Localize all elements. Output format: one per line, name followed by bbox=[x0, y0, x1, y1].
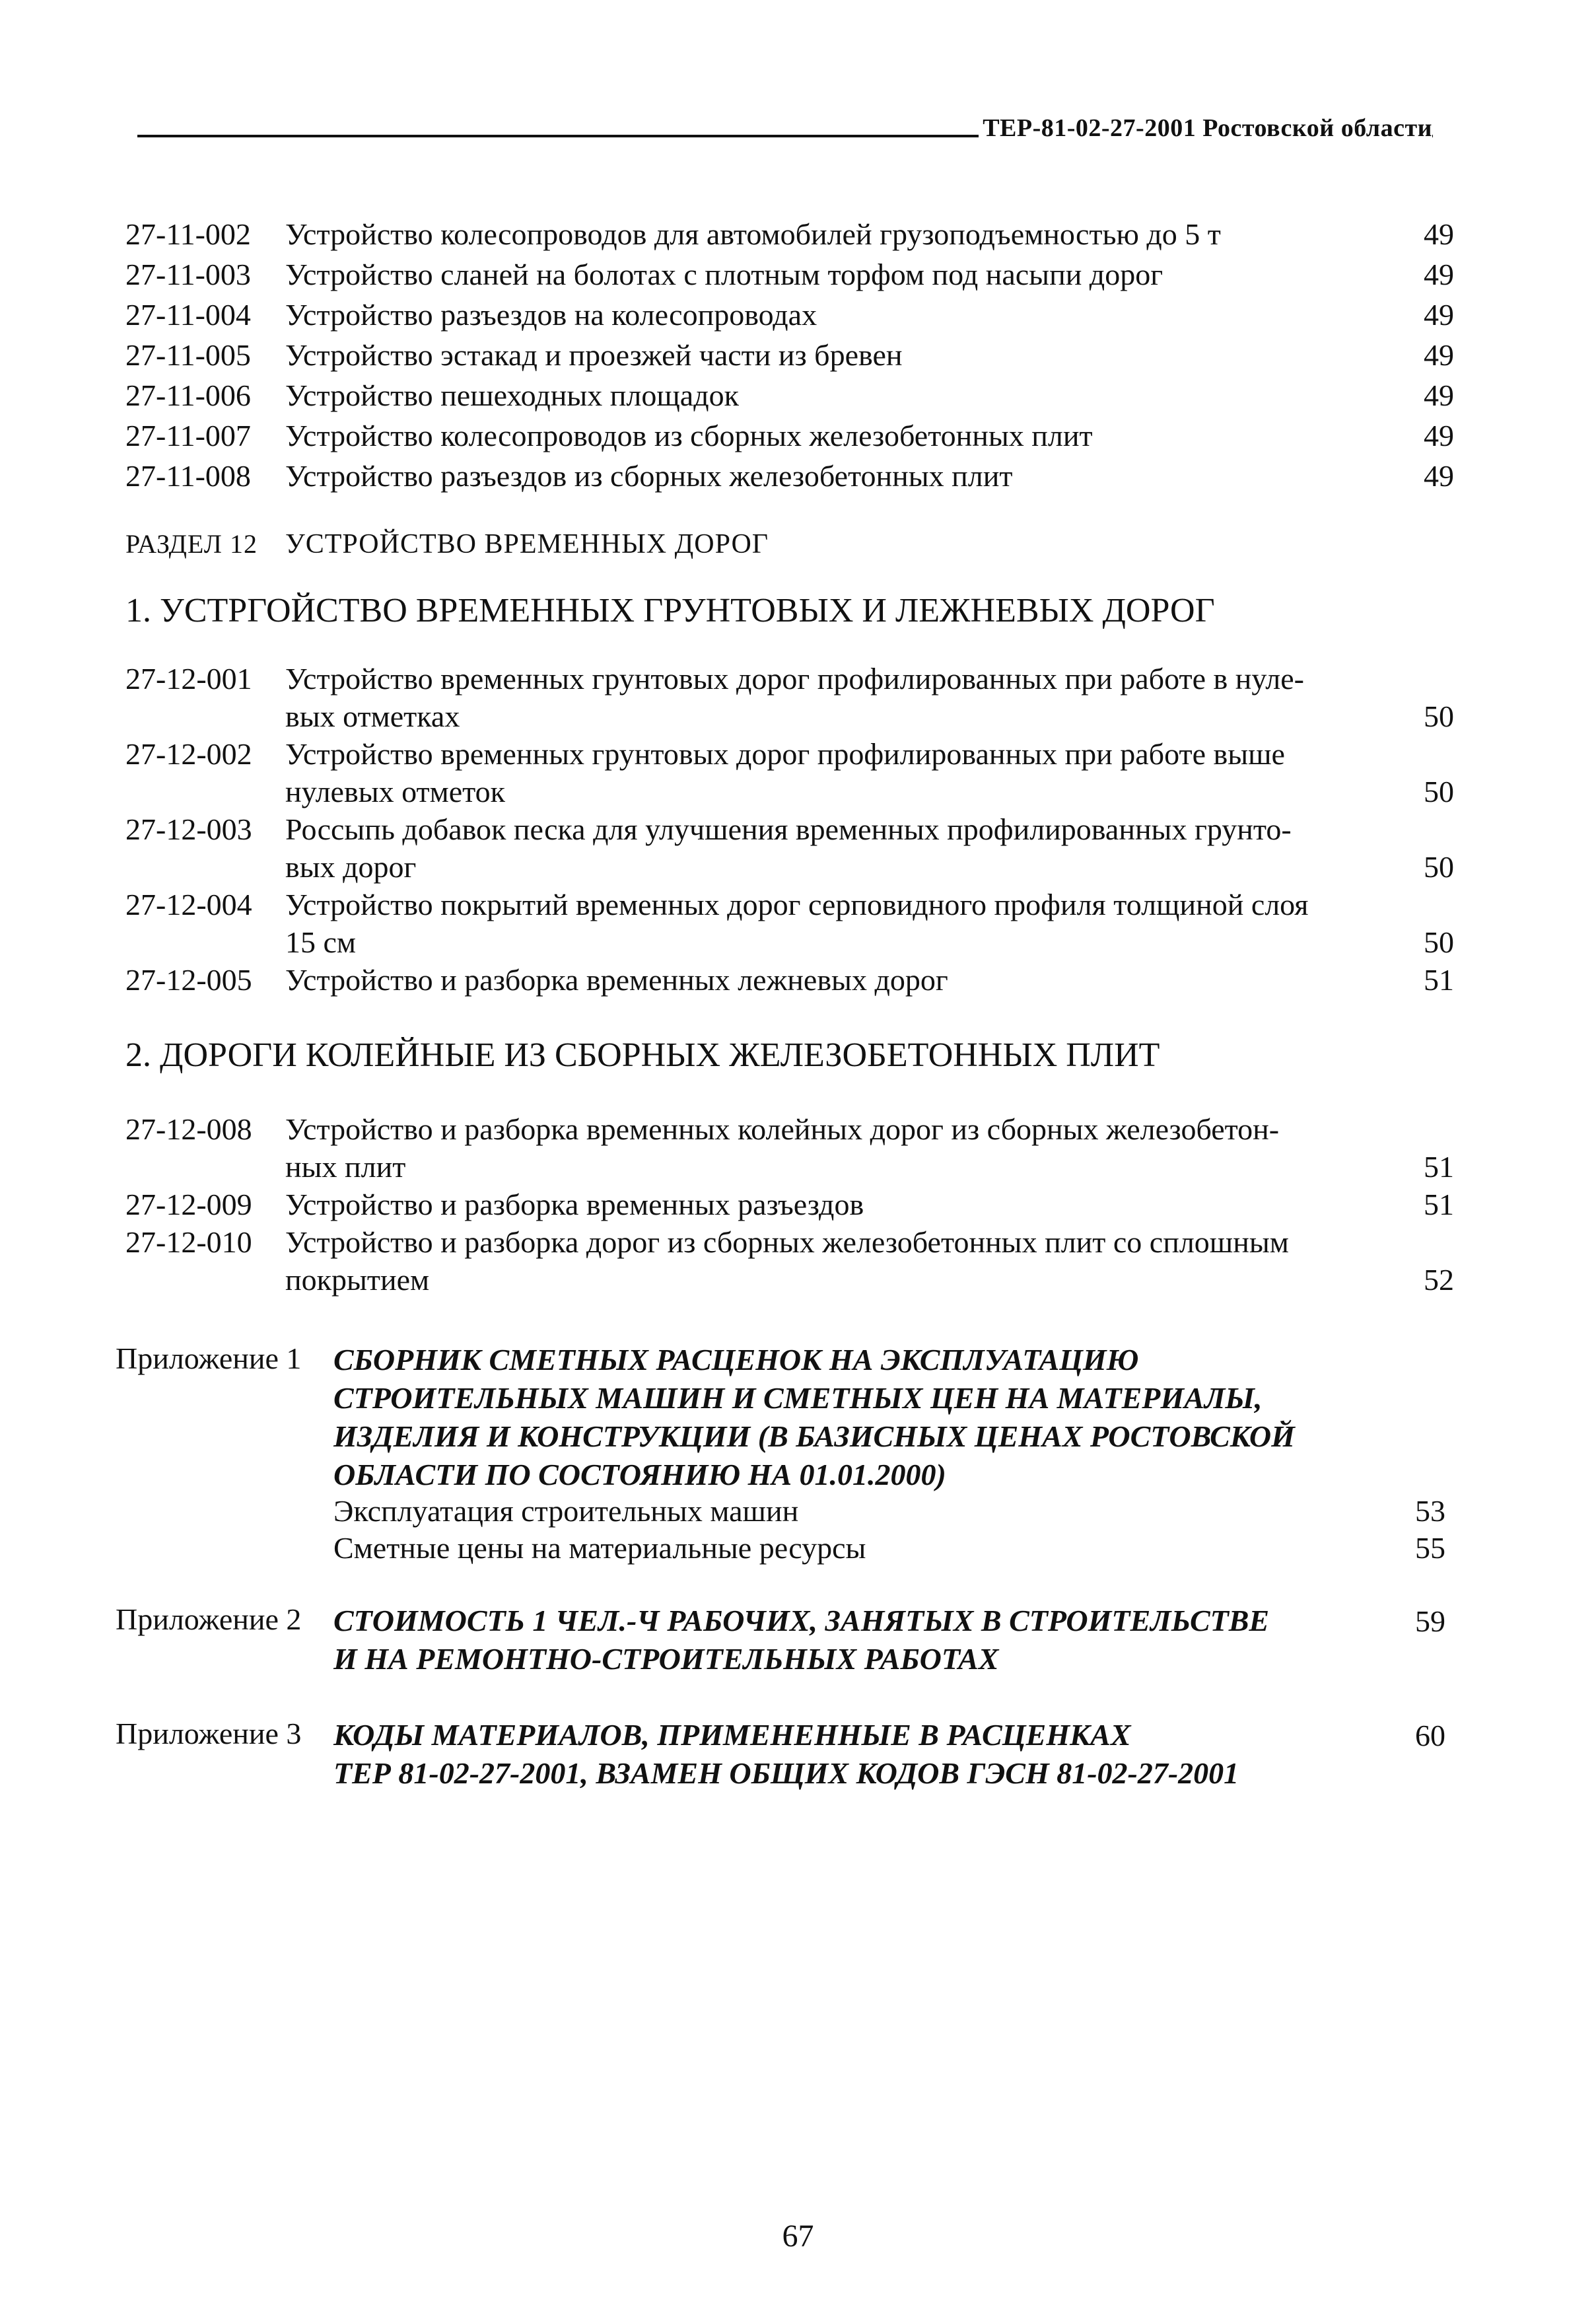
entry-code: 27-11-002 bbox=[125, 217, 251, 251]
entry-code: 27-12-009 bbox=[125, 1188, 252, 1221]
entry-code: 27-11-005 bbox=[125, 338, 251, 372]
entry-title: Устройство и разборка дорог из сборных железобетонных плит со сплошным bbox=[285, 1225, 1289, 1259]
entry-page: 49 bbox=[1424, 217, 1454, 251]
entry-title: Устройство колесопроводов для автомобилей грузоподъемностью до 5 т bbox=[285, 217, 1221, 251]
entry-code: 27-12-010 bbox=[125, 1225, 252, 1259]
entry-page: 49 bbox=[1424, 298, 1454, 332]
entry-page: 49 bbox=[1424, 378, 1454, 412]
entry-code: 27-11-007 bbox=[125, 419, 251, 452]
entry-title: Устройство эстакад и проезжей части из бревен bbox=[285, 338, 903, 372]
appendix-label: Приложение 3 bbox=[116, 1717, 302, 1750]
appendix-title-line: СТРОИТЕЛЬНЫХ МАШИН И СМЕТНЫХ ЦЕН НА МАТЕРИАЛЫ, bbox=[333, 1381, 1263, 1415]
entry-code: 27-12-004 bbox=[125, 888, 252, 921]
entry-title-cont: вых отметках bbox=[285, 699, 460, 733]
entry-page: 51 bbox=[1424, 1150, 1454, 1184]
entry-title-cont: ных плит bbox=[285, 1150, 406, 1184]
entry-page: 60 bbox=[1415, 1719, 1445, 1752]
entry-page: 51 bbox=[1424, 1188, 1454, 1221]
appendix-item-title: Сметные цены на материальные ресурсы bbox=[333, 1531, 866, 1565]
entry-page: 49 bbox=[1424, 258, 1454, 291]
entry-code: 27-12-003 bbox=[125, 812, 252, 846]
entry-title: Устройство колесопроводов из сборных железобетонных плит bbox=[285, 419, 1093, 452]
entry-page: 50 bbox=[1424, 699, 1454, 733]
entry-page: 50 bbox=[1424, 775, 1454, 808]
running-header: ТЕР-81-02-27-2001 Ростовской области bbox=[979, 114, 1432, 143]
entry-page: 49 bbox=[1424, 419, 1454, 452]
entry-title: Устройство покрытий временных дорог серповидного профиля толщиной слоя bbox=[285, 888, 1309, 921]
entry-code: 27-12-001 bbox=[125, 662, 252, 696]
appendix-title-line: ТЕР 81-02-27-2001, ВЗАМЕН ОБЩИХ КОДОВ ГЭСН 81-02-27-2001 bbox=[333, 1756, 1239, 1790]
entry-page: 49 bbox=[1424, 338, 1454, 372]
entry-title: Устройство пешеходных площадок bbox=[285, 378, 739, 412]
appendix-item-title: Эксплуатация строительных машин bbox=[333, 1494, 799, 1528]
entry-title: Устройство и разборка временных колейных дорог из сборных железобетон- bbox=[285, 1112, 1280, 1146]
entry-title-cont: вых дорог bbox=[285, 850, 417, 884]
appendix-title-line: ИЗДЕЛИЯ И КОНСТРУКЦИИ (В БАЗИСНЫХ ЦЕНАХ РОСТОВСКОЙ bbox=[333, 1419, 1295, 1453]
entry-title: Устройство сланей на болотах с плотным торфом под насыпи дорог bbox=[285, 258, 1163, 291]
appendix-title-line: КОДЫ МАТЕРИАЛОВ, ПРИМЕНЕННЫЕ В РАСЦЕНКАХ bbox=[333, 1718, 1131, 1752]
entry-code: 27-12-002 bbox=[125, 737, 252, 771]
entry-title: Россыпь добавок песка для улучшения временных профилированных грунто- bbox=[285, 812, 1292, 846]
entry-page: 49 bbox=[1424, 459, 1454, 493]
appendix-label: Приложение 2 bbox=[116, 1602, 302, 1636]
entry-page: 59 bbox=[1415, 1604, 1445, 1638]
entry-code: 27-11-006 bbox=[125, 378, 251, 412]
entry-code: 27-11-004 bbox=[125, 298, 251, 332]
entry-page: 52 bbox=[1424, 1263, 1454, 1297]
entry-page: 51 bbox=[1424, 963, 1454, 997]
appendix-title-line: СБОРНИК СМЕТНЫХ РАСЦЕНОК НА ЭКСПЛУАТАЦИЮ bbox=[333, 1343, 1139, 1376]
entry-title: Устройство разъездов из сборных железобетонных плит bbox=[285, 459, 1013, 493]
entry-title: Устройство разъездов на колесопроводах bbox=[285, 298, 817, 332]
entry-page: 55 bbox=[1415, 1531, 1445, 1565]
entry-title-cont: 15 см bbox=[285, 925, 357, 959]
appendix-title-line: СТОИМОСТЬ 1 ЧЕЛ.-Ч РАБОЧИХ, ЗАНЯТЫХ В СТРОИТЕЛЬСТВЕ bbox=[333, 1604, 1270, 1637]
appendix-title-line: И НА РЕМОНТНО-СТРОИТЕЛЬНЫХ РАБОТАХ bbox=[333, 1642, 999, 1676]
section-label: РАЗДЕЛ 12 bbox=[125, 529, 258, 559]
subsection-heading: 1. УСТРГОЙСТВО ВРЕМЕННЫХ ГРУНТОВЫХ И ЛЕЖНЕВЫХ ДОРОГ bbox=[125, 592, 1215, 629]
entry-page: 50 bbox=[1424, 925, 1454, 959]
entry-title: Устройство временных грунтовых дорог профилированных при работе выше bbox=[285, 737, 1285, 771]
entry-title: Устройство и разборка временных лежневых дорог bbox=[285, 963, 948, 997]
entry-title-cont: покрытием bbox=[285, 1263, 430, 1297]
entry-page: 50 bbox=[1424, 850, 1454, 884]
appendix-title-line: ОБЛАСТИ ПО СОСТОЯНИЮ НА 01.01.2000) bbox=[333, 1458, 946, 1491]
entry-title-cont: нулевых отметок bbox=[285, 775, 505, 808]
entry-code: 27-11-008 bbox=[125, 459, 251, 493]
section-title: УСТРОЙСТВО ВРЕМЕННЫХ ДОРОГ bbox=[285, 529, 769, 559]
entry-code: 27-11-003 bbox=[125, 258, 251, 291]
appendix-label: Приложение 1 bbox=[116, 1341, 302, 1375]
entry-code: 27-12-005 bbox=[125, 963, 252, 997]
entry-code: 27-12-008 bbox=[125, 1112, 252, 1146]
subsection-heading: 2. ДОРОГИ КОЛЕЙНЫЕ ИЗ СБОРНЫХ ЖЕЛЕЗОБЕТОННЫХ ПЛИТ bbox=[125, 1036, 1160, 1074]
entry-title: Устройство временных грунтовых дорог профилированных при работе в нуле- bbox=[285, 662, 1304, 696]
entry-page: 53 bbox=[1415, 1494, 1445, 1528]
page-number: 67 bbox=[782, 2219, 814, 2254]
entry-title: Устройство и разборка временных разъездов bbox=[285, 1188, 864, 1221]
